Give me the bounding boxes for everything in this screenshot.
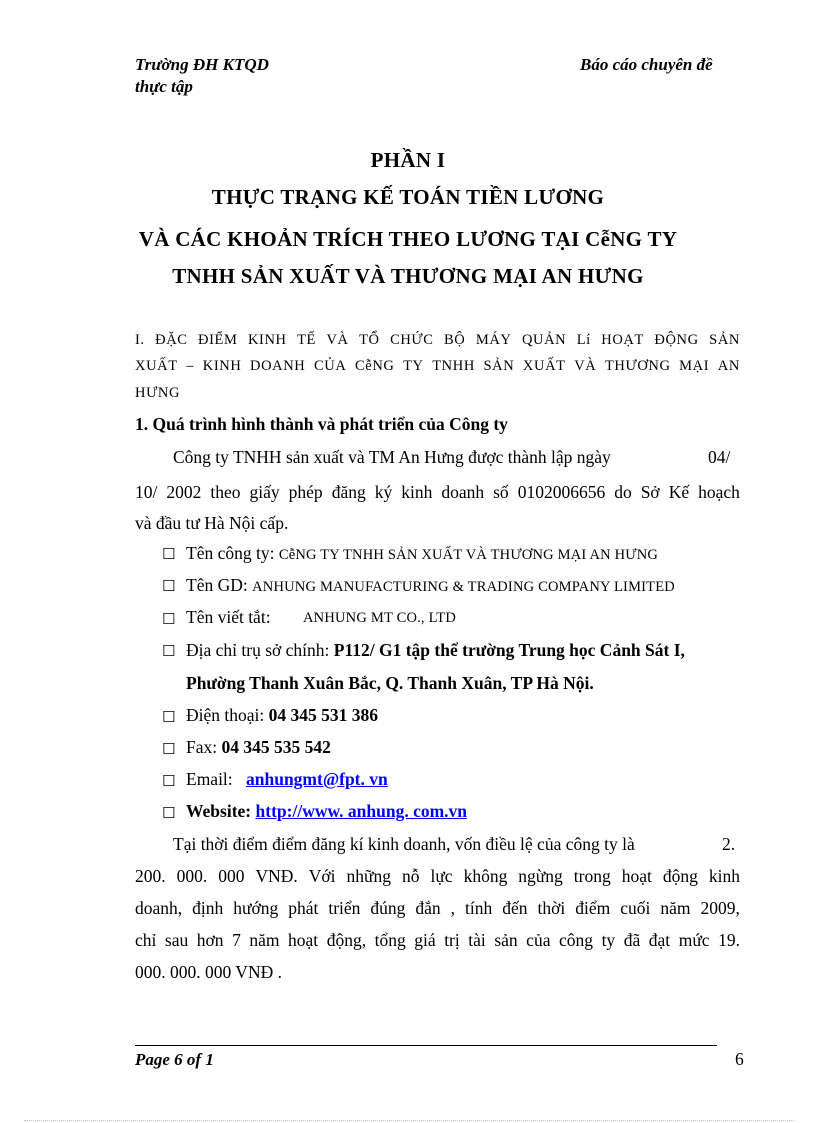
checkbox-icon: ☐ (162, 804, 176, 822)
main-title-line1: THỰC TRẠNG KẾ TOÁN TIỀN LƯƠNG (211, 185, 605, 209)
word: hoạt (621, 866, 652, 886)
word: hướng (233, 898, 279, 918)
word: kinh (708, 866, 740, 886)
word: Với (308, 866, 336, 886)
word: hoạch (698, 482, 740, 502)
word: VÀ (574, 358, 597, 374)
word: THƯƠNG (604, 358, 671, 374)
word: KINH (202, 358, 242, 374)
checkbox-icon: ☐ (162, 610, 176, 628)
word: đã (623, 930, 641, 950)
header-school-cont: thực tập (135, 77, 193, 96)
capital-line3 (135, 898, 740, 919)
capital-line2 (135, 866, 740, 887)
word: không (463, 866, 508, 886)
word: hoạt (288, 930, 319, 950)
header-report-type: Báo cáo chuyên đề (580, 55, 713, 74)
page-bottom-border (24, 1120, 794, 1121)
word: đúng (370, 898, 406, 918)
word: đăng (331, 482, 366, 502)
word: TỔ (359, 332, 380, 348)
word: TY (403, 358, 424, 374)
section-heading-line2 (135, 358, 740, 375)
word: định (192, 898, 224, 918)
word: 2002 (166, 482, 202, 502)
fax-value: 04 345 535 542 (221, 737, 331, 757)
word: tài (468, 930, 486, 950)
word: TNHH (432, 358, 475, 374)
word: tổng (374, 930, 406, 950)
part-title: PHẦN I (370, 148, 446, 172)
word: năm (249, 930, 280, 950)
capital-line1-end: 2. (722, 834, 736, 854)
word: ngừng (518, 866, 563, 886)
intro-line2 (135, 482, 740, 503)
word: nỗ (401, 866, 420, 886)
capital-line4 (135, 930, 740, 951)
word: sau (164, 930, 189, 950)
company-name-value: CễNG TY TNHH SẢN XUẤT VÀ THƯƠNG MẠI AN HƯNG (278, 547, 659, 563)
main-title-line3: TNHH SẢN XUẤT VÀ THƯƠNG MẠI AN HƯNG (172, 264, 644, 288)
website-label: Website: (186, 801, 252, 821)
word: KINH (247, 332, 287, 348)
word: SẢN (483, 358, 515, 374)
intro-line1-date: 04/ (708, 447, 731, 467)
company-name-label: Tên công ty: (186, 543, 275, 563)
word: TẾ (297, 332, 316, 348)
word: đạt (648, 930, 671, 950)
word: ĐỘNG (654, 332, 699, 348)
section-heading-line3: HƯNG (135, 385, 181, 401)
word: trị (444, 930, 460, 950)
word: , (450, 898, 456, 918)
capital-line1: Tại thời điểm điểm đăng kí kinh doanh, vốn điều lệ của công ty là (173, 834, 635, 854)
intro-line3: và đầu tư Hà Nội cấp. (135, 513, 289, 533)
checkbox-icon: ☐ (162, 772, 176, 790)
word: 10/ (135, 482, 158, 502)
word: theo (210, 482, 241, 502)
word: hơn (196, 930, 224, 950)
checkbox-icon: ☐ (162, 740, 176, 758)
checkbox-icon: ☐ (162, 708, 176, 726)
word: CỦA (313, 358, 347, 374)
email-link[interactable]: anhungmt@fpt. vn (246, 769, 388, 789)
word: ĐIỂM (198, 332, 238, 348)
word: 000 (218, 866, 245, 886)
email-label: Email: (186, 769, 233, 789)
word: XUẤT (135, 358, 178, 374)
word: 19. (718, 930, 740, 950)
website-row (186, 801, 467, 822)
checkbox-icon: ☐ (162, 642, 176, 660)
address-row (186, 640, 685, 661)
word: điểm (575, 898, 611, 918)
word: cuối (620, 898, 651, 918)
word: doanh, (135, 898, 183, 918)
company-name-row (186, 543, 658, 564)
word: – (186, 358, 195, 374)
section-heading-line1 (135, 332, 740, 349)
word: 200. (135, 866, 166, 886)
phone-value: 04 345 531 386 (268, 705, 378, 725)
word: ty (601, 930, 616, 950)
word: thời (537, 898, 566, 918)
checkbox-icon: ☐ (162, 545, 176, 563)
word: MẠI (679, 358, 710, 374)
footer-rule (135, 1045, 717, 1046)
abbr-name-label: Tên viết tắt: (186, 607, 271, 627)
word: 2009, (700, 898, 740, 918)
word: ký (374, 482, 393, 502)
word: ĐẶC (155, 332, 188, 348)
word: do (614, 482, 632, 502)
subheading: 1. Quá trình hình thành và phát triển của Công ty (135, 414, 508, 434)
address-label: Địa chỉ trụ sở chính: (186, 640, 330, 660)
fax-label: Fax: (186, 737, 218, 757)
header-school: Trường ĐH KTQD (135, 55, 269, 74)
word: Sở (640, 482, 660, 502)
word: lực (430, 866, 453, 886)
word: 7 (232, 930, 241, 950)
word: DOANH (250, 358, 306, 374)
trade-name-row (186, 575, 675, 596)
word: những (346, 866, 391, 886)
word: Kế (668, 482, 690, 502)
word: giá (414, 930, 436, 950)
word: QUẢN (521, 332, 567, 348)
word: giấy (249, 482, 280, 502)
trade-name-value: ANHUNG MANUFACTURING & TRADING COMPANY LIMITED (252, 579, 675, 595)
word: kinh (401, 482, 433, 502)
footer-page-number: 6 (735, 1049, 744, 1069)
word: VNĐ. (255, 866, 298, 886)
word: CHỨC (390, 332, 434, 348)
word: I. (135, 332, 145, 348)
word: 0102006656 (517, 482, 606, 502)
word: đến (502, 898, 528, 918)
word: mức (678, 930, 710, 950)
word: sản (494, 930, 518, 950)
word: phép (288, 482, 323, 502)
word: MÁY (475, 332, 512, 348)
word: đắn (415, 898, 441, 918)
fax-row (186, 737, 331, 758)
website-link[interactable]: http://www. anhung. com.vn (255, 801, 468, 821)
word: HOẠT (601, 332, 644, 348)
word: công (559, 930, 594, 950)
address-line2: Phường Thanh Xuân Bắc, Q. Thanh Xuân, TP Hà Nội. (186, 673, 594, 693)
address-line1: P112/ G1 tập thể trường Trung học Cảnh Sát I, (333, 640, 685, 660)
word: SẢN (709, 332, 740, 348)
word: doanh (441, 482, 485, 502)
word: CễNG (355, 358, 395, 374)
trade-name-label: Tên GD: (186, 575, 248, 595)
phone-label: Điện thoại: (186, 705, 265, 725)
word: BỘ (444, 332, 466, 348)
abbr-name-value: ANHUNG MT CO., LTD (303, 610, 457, 626)
word: AN (717, 358, 740, 374)
capital-line5: 000. 000. 000 VNĐ . (135, 962, 282, 982)
checkbox-icon: ☐ (162, 577, 176, 595)
word: số (493, 482, 509, 502)
word: tính (465, 898, 493, 918)
word: của (526, 930, 551, 950)
word: động, (326, 930, 367, 950)
word: phát (288, 898, 319, 918)
word: động (662, 866, 698, 886)
word: Lí (576, 332, 591, 348)
word: trong (573, 866, 611, 886)
word: VÀ (326, 332, 349, 348)
word: năm (660, 898, 691, 918)
main-title-line2: VÀ CÁC KHOẢN TRÍCH THEO LƯƠNG TẠI CễNG TY (138, 227, 678, 251)
word: XUẤT (522, 358, 566, 374)
phone-row (186, 705, 378, 726)
word: 000. (176, 866, 208, 886)
word: chỉ (135, 930, 157, 950)
footer-page-label: Page 6 of 1 (135, 1050, 214, 1069)
word: triển (328, 898, 361, 918)
intro-line1: Công ty TNHH sản xuất và TM An Hưng được thành lập ngày (173, 447, 611, 467)
